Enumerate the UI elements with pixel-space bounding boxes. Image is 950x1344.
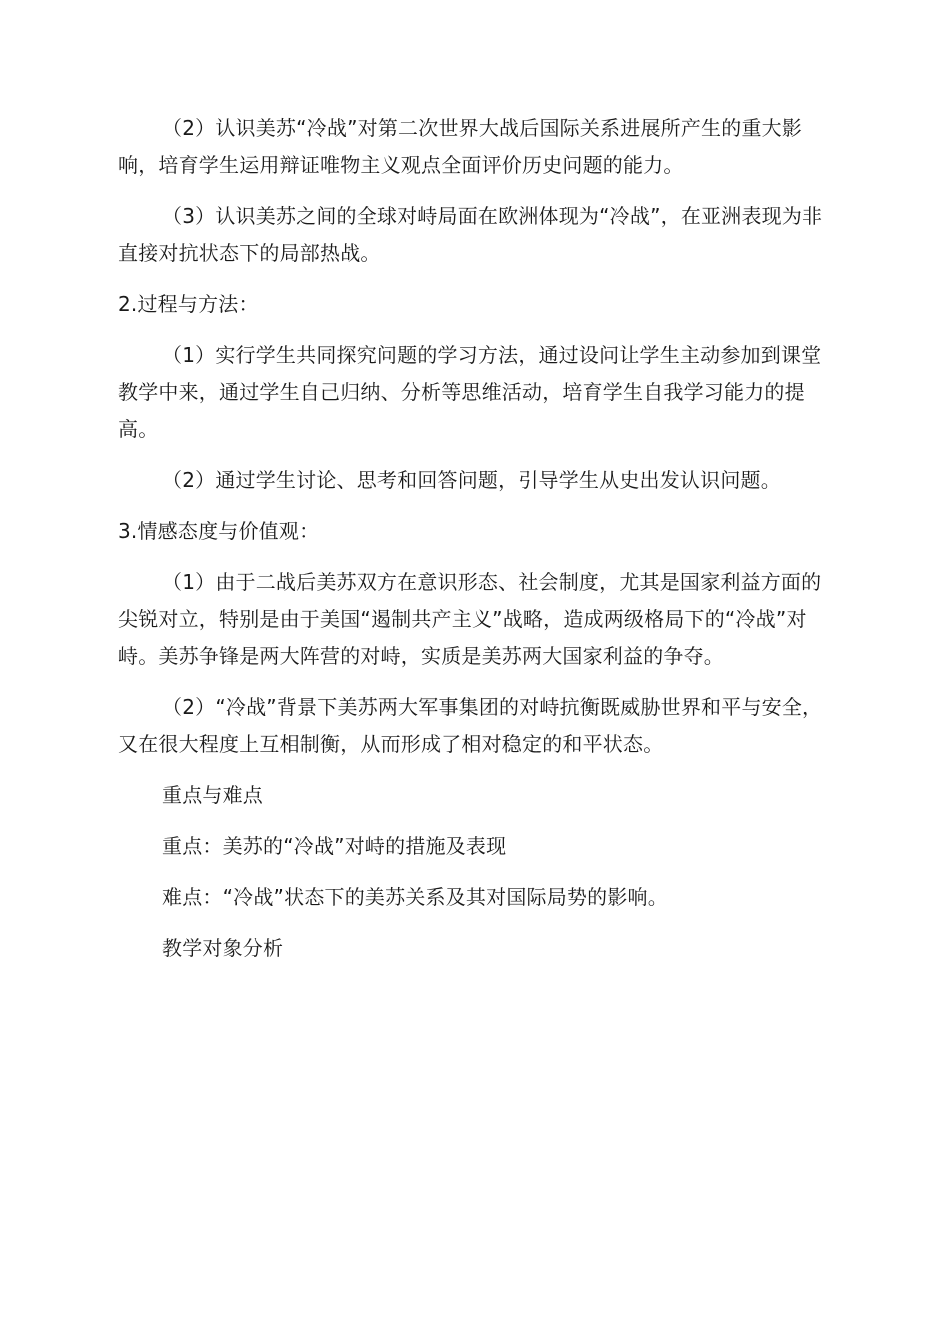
key-point-text: 重点：美苏的“冷战”对峙的措施及表现: [162, 834, 507, 858]
paragraph-objective-2: （2）认识美苏“冷战”对第二次世界大战后国际关系进展所产生的重大影响，培育学生运用辩证唯物主义观点全面评价历史问题的能力。: [118, 116, 803, 177]
difficult-point-text: 难点：“冷战”状态下的美苏关系及其对国际局势的影响。: [162, 885, 668, 909]
paragraph-process-2: （2）通过学生讨论、思考和回答问题，引导学生从史出发认识问题。: [162, 468, 781, 492]
paragraph-process-1: （1）实行学生共同探究问题的学习方法，通过设问让学生主动参加到课堂教学中来，通过学生自己归纳、分析等思维活动，培育学生自我学习能力的提高。: [118, 343, 822, 441]
paragraph-emotion-1: （1）由于二战后美苏双方在意识形态、社会制度，尤其是国家利益方面的尖锐对立，特别是由于美国“遏制共产主义”战略，造成两级格局下的“冷战”对峙。美苏争锋是两大阵营的对峙，实质是美苏两大国家利益的争夺。: [118, 570, 822, 668]
section-key-difficult: 重点与难点: [162, 783, 263, 807]
section-student-analysis: 教学对象分析: [162, 936, 284, 960]
paragraph-objective-3: （3）认识美苏之间的全球对峙局面在欧洲体现为“冷战”，在亚洲表现为非直接对抗状态下的局部热战。: [118, 204, 823, 265]
heading-process-method: 2.过程与方法：: [118, 292, 259, 316]
document-body: [118, 110, 833, 981]
heading-emotion-values: 3.情感态度与价值观：: [118, 519, 320, 543]
paragraph-emotion-2: （2）“冷战”背景下美苏两大军事集团的对峙抗衡既威胁世界和平与安全，又在很大程度上互相制衡，从而形成了相对稳定的和平状态。: [118, 695, 823, 756]
